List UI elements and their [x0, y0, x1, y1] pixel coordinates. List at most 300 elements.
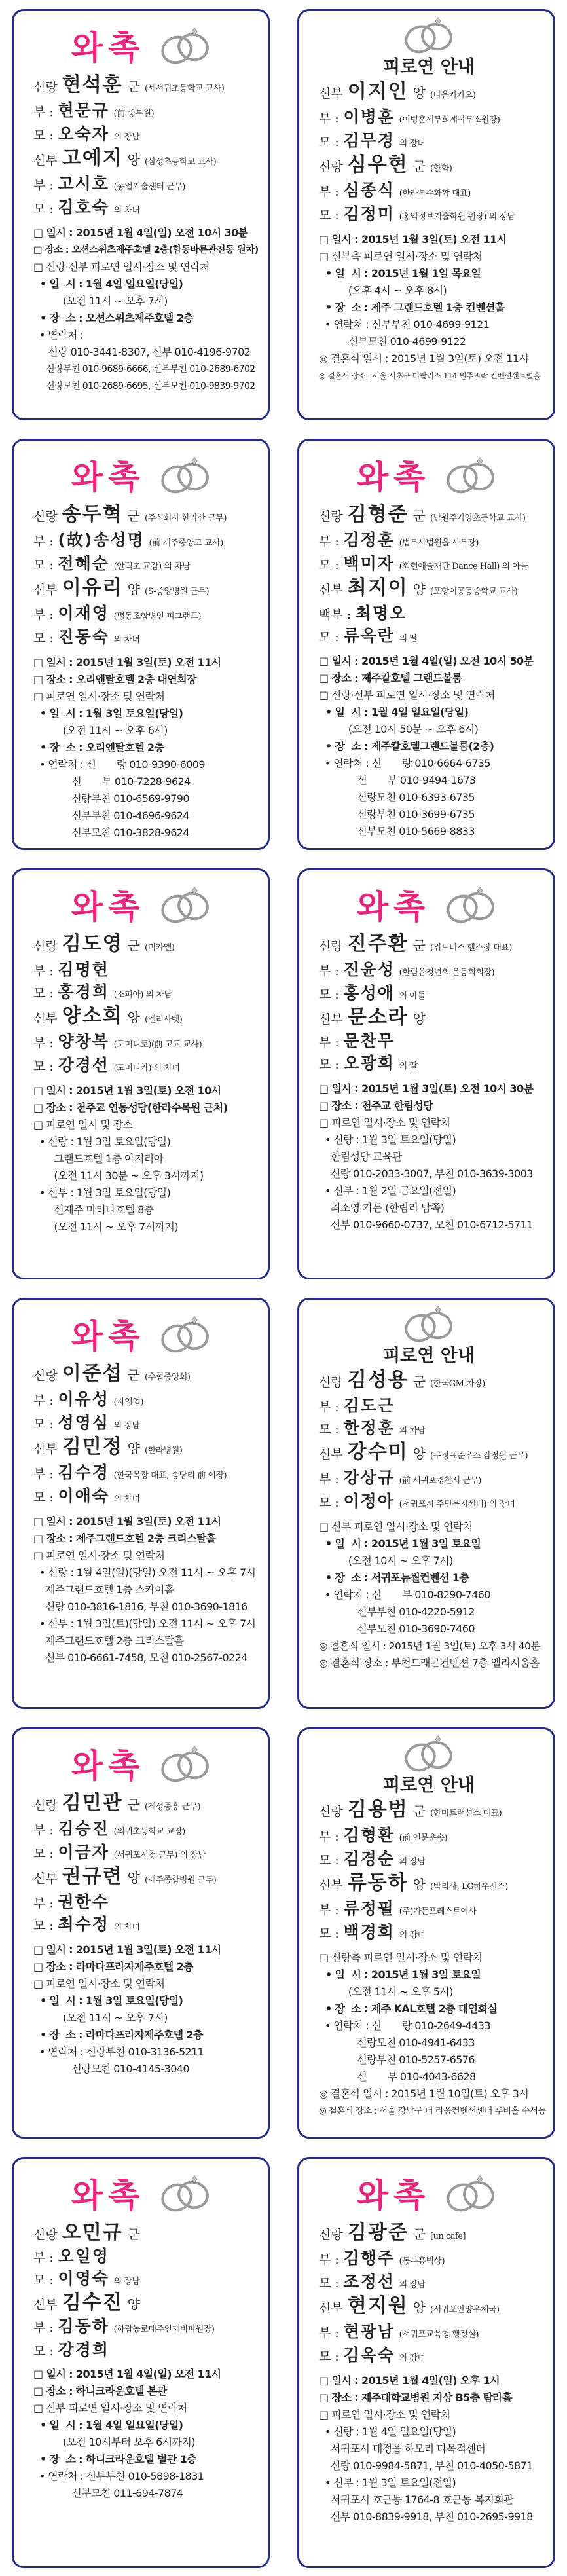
name-suffix: 군 [412, 938, 426, 953]
name-suffix: 양 [127, 1870, 140, 1886]
person-note: 의 장남 [113, 132, 140, 142]
role-label: 신랑 [319, 1805, 343, 1819]
parent-line [319, 1418, 539, 1441]
person-name: 현석훈 [62, 73, 123, 96]
detail-line: 신부모친 010-5669-8833 [319, 825, 475, 837]
person-name: 김정미 [343, 204, 395, 223]
person-name: 이유리 [62, 576, 123, 599]
event-details [319, 653, 539, 840]
detail-line: □ 일시 : 2015년 1월 4일(일) 오전 10시 30분 [33, 227, 248, 239]
role-label: 부 : [319, 2326, 339, 2340]
name-suffix: 양 [412, 85, 426, 101]
person-name: 고예지 [62, 147, 123, 170]
role-label: 부 : [319, 964, 339, 978]
person-name: 이애숙 [58, 1486, 109, 1505]
event-details [33, 225, 259, 395]
parent-line [319, 2321, 539, 2345]
detail-line: □ 일시 : 2015년 1월 3일(토) 오전 11시 [33, 1515, 221, 1528]
wedding-rings-icon [155, 457, 215, 498]
announcement-card [12, 9, 270, 420]
bride-line [319, 154, 539, 180]
person-name: 이정아 [343, 1492, 395, 1511]
person-note: (위드너스 헬스장 대표) [430, 943, 512, 953]
role-label: 신랑 [319, 939, 343, 953]
parent-line [319, 553, 539, 577]
role-label: 신랑 [33, 509, 58, 524]
detail-line: ◎ 결혼식 장소 : 서울 서초구 더팔리스 114 원주뜨락 컨벤션센트럴홀 [319, 371, 541, 380]
role-label: 신랑 [33, 939, 58, 953]
card-header [33, 2169, 253, 2222]
wedding-rings-icon [399, 17, 459, 58]
detail-line: • 연락처 : 신 랑 010-6664-6735 [319, 757, 490, 769]
role-label: 모 : [319, 1853, 339, 1868]
person-note: (다음카카오) [430, 90, 476, 100]
detail-line: □ 피로연 일시·장소 및 연락처 [319, 2408, 450, 2421]
bride-line [33, 2292, 253, 2316]
announcement-card [12, 868, 270, 1279]
bride-line [319, 1872, 539, 1898]
wedding-rings-icon [155, 2175, 215, 2216]
bride-line [319, 577, 539, 603]
announcement-card [12, 1298, 270, 1709]
detail-line: □ 장소 : 하니크라운호텔 본관 [33, 2385, 167, 2397]
person-name: 진동숙 [58, 627, 109, 646]
person-note: 의 차남 [399, 1426, 426, 1436]
reception-notice-title: 피로연 안내 [383, 57, 475, 77]
role-label: 모 : [33, 2344, 54, 2359]
person-name: 김행주 [343, 2249, 395, 2268]
person-name: 오일영 [58, 2247, 109, 2266]
header-title: 와촉 [71, 888, 145, 926]
role-label: 신랑 [33, 1798, 58, 1812]
parent-line [33, 553, 253, 577]
card-header [319, 2169, 539, 2222]
detail-line: • 신랑 : 1월 3일 토요일(당일) [319, 1133, 456, 1146]
detail-line: • 장 소 : 하니크라운호텔 별관 1층 [33, 2453, 196, 2465]
person-note: 의 딸 [399, 634, 418, 644]
person-name: 김명현 [58, 960, 109, 979]
detail-line: □ 장소 : 제주대학교병원 지상 B5층 탐라홀 [319, 2391, 513, 2404]
detail-line: • 신랑 : 1월 4일 일요일(당일) [319, 2425, 456, 2438]
detail-line: □ 일시 : 2015년 1월 3일(토) 오전 11시 [319, 233, 507, 246]
person-name: 강경선 [58, 1056, 109, 1075]
name-suffix: 군 [127, 938, 140, 953]
person-note: (도미니코)(前 고교 교사) [113, 1040, 202, 1050]
person-note: (홍익정보기술학원 원장) 의 장남 [399, 212, 515, 222]
parent-line [33, 2340, 253, 2362]
parent-line [33, 100, 253, 124]
person-name: 성영심 [58, 1413, 109, 1432]
detail-line: (오전 11시 ~ 오후 7시) [33, 295, 168, 307]
role-label: 신부 [319, 1878, 343, 1892]
role-label: 신부 [33, 1442, 58, 1456]
person-note: 의 차녀 [113, 635, 140, 645]
detail-line: 신부부친 010-4696-9624 [33, 809, 189, 822]
role-label: 모 : [319, 2349, 339, 2364]
detail-line: 신랑모친 010-2689-6695, 신부모친 010-9839-9702 [33, 381, 255, 392]
name-suffix: 군 [127, 2226, 140, 2242]
person-name: 문소라 [347, 1006, 409, 1029]
header-title: 와촉 [356, 2177, 431, 2215]
detail-line: □ 장소 : 오리엔탈호텔 2층 대연회장 [33, 673, 196, 686]
groom-line [33, 504, 253, 530]
detail-line: • 장 소 : 제주칼호텔그랜드볼룸(2층) [319, 740, 494, 752]
parent-line [319, 625, 539, 649]
role-label: 모 : [33, 1417, 54, 1431]
detail-line: □ 피로연 일시·장소 및 연락처 [33, 1978, 165, 1990]
role-label: 신부 [319, 86, 343, 101]
detail-line: (오전 11시 30분 ~ 오후 3시까지) [33, 1169, 204, 1182]
event-details [319, 2372, 539, 2526]
parent-line [319, 983, 539, 1006]
role-label: 신랑 [33, 80, 58, 94]
detail-line: □ 장소 : 제주그랜드호텔 2층 크리스탈홀 [33, 1532, 216, 1545]
detail-line: (오전 10시 ~ 오후 7시) [319, 1555, 453, 1567]
header-title: 와촉 [71, 1747, 145, 1785]
person-name: 김성용 [347, 1369, 409, 1391]
person-note: (엘리사벳) [145, 1015, 183, 1025]
groom-line [33, 933, 253, 959]
event-details [319, 1949, 546, 2120]
person-name: 이준섭 [62, 1362, 123, 1385]
parent-line [319, 1825, 539, 1849]
person-name: 한정훈 [343, 1418, 395, 1437]
person-note: (주식회사 한라산 근무) [145, 513, 227, 523]
role-label: 모 : [319, 1926, 339, 1941]
person-note: (한미트랜션스 대표) [430, 1809, 502, 1818]
bride-line [319, 1006, 539, 1031]
person-name: 이금자 [58, 1843, 109, 1862]
person-note: (제주종합병원 근무) [145, 1875, 217, 1885]
detail-line: ◎ 결혼식 장소 : 부천드래곤컨벤션 7층 엘리시움홀 [319, 1657, 540, 1669]
detail-line: ◎ 결혼식 일시 : 2015년 1월 3일(토) 오전 11시 [319, 352, 529, 365]
parent-line [33, 1842, 253, 1866]
detail-line: ◎ 결혼식 장소 : 서울 강남구 더 라움컨벤션센터 루비홀 수서동 [319, 2106, 546, 2116]
person-note: (미카엘) [145, 943, 175, 953]
detail-line: □ 피로연 일시·장소 및 연락처 [319, 1116, 450, 1129]
person-name: 김도영 [62, 932, 123, 955]
parent-line [319, 107, 539, 130]
person-name: 류옥란 [343, 626, 395, 645]
bride-line [33, 147, 253, 174]
card-header [33, 22, 253, 74]
detail-line: 신부모친 010-3690-7460 [319, 1623, 475, 1635]
announcement-card [297, 1298, 555, 1709]
role-label: 부 : [319, 1035, 339, 1050]
person-note: (한림읍청년회 운동회회장) [399, 968, 495, 978]
detail-line: 신랑 010-2033-3007, 부친 010-3639-3003 [319, 1168, 533, 1180]
person-note: (동부흥빅상) [399, 2256, 445, 2266]
detail-line: • 연락처 : [33, 329, 84, 341]
detail-line: (오전 11시 ~ 오후 6시) [33, 724, 168, 737]
detail-line: ◎ 결혼식 일시 : 2015년 1월 3일(토) 오후 3시 40분 [319, 1640, 540, 1652]
role-label: 부 : [319, 534, 339, 549]
person-note: (前 제주중앙고 교사) [149, 538, 223, 548]
announcement-card [297, 2157, 555, 2568]
detail-line: 신부모친 011-694-7874 [33, 2487, 183, 2499]
person-name: 이재영 [58, 604, 109, 623]
header-title: 와촉 [71, 2177, 145, 2215]
parent-line [33, 982, 253, 1005]
person-note: (서귀포시청 근무) 의 장남 [113, 1850, 206, 1860]
parent-line [33, 1031, 253, 1055]
detail-line: 신랑모친 010-6393-6735 [319, 791, 475, 803]
role-label: 신랑 [319, 160, 343, 174]
parent-line [33, 197, 253, 221]
header-title: 와촉 [356, 888, 431, 926]
detail-line: • 일 시 : 1월 3일 토요일(당일) [33, 707, 183, 720]
role-label: 신부 [33, 2298, 58, 2312]
parent-line [319, 180, 539, 204]
person-note: (삼성초등학교 교사) [145, 157, 217, 167]
detail-line: □ 일시 : 2015년 1월 3일(토) 오전 11시 [33, 656, 221, 669]
role-label: 모 : [319, 1422, 339, 1437]
detail-line: • 신부 : 1월 3일 토요일(전일) [319, 2476, 456, 2489]
groom-line [319, 933, 539, 959]
card-header [319, 451, 539, 504]
event-details [33, 654, 253, 841]
role-label: 모 : [319, 1496, 339, 1510]
person-note: (농업기술센터 근무) [113, 182, 185, 192]
detail-line: • 신부 : 1월 2일 금요일(전일) [319, 1185, 456, 1197]
person-name: 백미자 [343, 554, 395, 573]
role-label: 부 : [319, 185, 339, 199]
groom-line [33, 1363, 253, 1389]
detail-line: 신랑부친 010-9689-6666, 신부부친 010-2689-6702 [33, 364, 255, 375]
detail-line: □ 신랑측 피로연 일시·장소 및 연락처 [319, 1951, 483, 1964]
name-suffix: 군 [127, 508, 140, 524]
role-label: 모 : [33, 1847, 54, 1861]
detail-line: • 신랑 : 1월 4일(일)(당일) 오전 11시 ~ 오후 7시 [33, 1566, 256, 1579]
person-note: (한국목장 대표, 송당리 前 이장) [113, 1471, 227, 1481]
wedding-rings-icon [399, 1306, 459, 1346]
detail-line: 신 부 010-4043-6628 [319, 2070, 476, 2083]
detail-line: 신랑부친 010-6569-9790 [33, 792, 189, 805]
announcement-card [12, 1727, 270, 2139]
person-name: 김무경 [343, 131, 395, 150]
detail-line: • 장 소 : 오리엔탈호텔 2층 [33, 741, 164, 754]
detail-line: 최소영 가든 (한림리 남쪽) [319, 1202, 445, 1214]
role-label: 부 : [33, 105, 54, 119]
person-note: 의 아들 [399, 991, 426, 1001]
card-header [319, 22, 539, 53]
person-note: 의 장남 [399, 1857, 426, 1867]
detail-line: • 연락처 : 신부부친 010-4699-9121 [319, 318, 490, 331]
role-label: 신부 [319, 1447, 343, 1462]
person-note: (자영업) [113, 1397, 143, 1407]
groom-line [33, 74, 253, 100]
role-label: 부 : [319, 111, 339, 126]
role-label: 신부 [33, 153, 58, 168]
role-label: 부 : [33, 1823, 54, 1837]
event-details [33, 1513, 256, 1666]
person-name: 오광희 [343, 1054, 395, 1073]
person-name: 권한수 [58, 1892, 109, 1911]
event-details [319, 1080, 539, 1234]
detail-line: □ 피로연 일시 및 장소 [33, 1118, 133, 1131]
person-name: 김형준 [347, 503, 409, 526]
person-name: 양소희 [62, 1004, 123, 1027]
parent-line [33, 124, 253, 147]
person-name: 전혜순 [58, 554, 109, 573]
bride-line [319, 2295, 539, 2321]
person-name: 김수경 [58, 1463, 109, 1482]
role-label: 부 : [33, 1036, 54, 1050]
person-name: 이지인 [347, 80, 409, 103]
announcement-card [12, 2157, 270, 2568]
person-name: 김용범 [347, 1798, 409, 1821]
person-note: (前 서귀포경찰서 근무) [399, 1476, 481, 1486]
parent-line [319, 2272, 539, 2295]
detail-line: □ 신랑·신부 피로연 일시·장소 및 연락처 [33, 261, 210, 273]
person-name: 김광준 [347, 2221, 409, 2244]
person-name: 이유성 [58, 1389, 109, 1408]
detail-line: ◎ 결혼식 일시 : 2015년 1월 10일(토) 오후 3시 [319, 2088, 529, 2100]
detail-line: • 일 시 : 2015년 1월 1일 목요일 [319, 267, 481, 280]
announcement-card [297, 439, 555, 850]
parent-line [33, 627, 253, 650]
parent-line [33, 2246, 253, 2268]
person-name: 류동하 [347, 1871, 409, 1894]
header-title: 와촉 [71, 1317, 145, 1355]
header-title: 와촉 [71, 458, 145, 496]
name-suffix: 군 [412, 158, 426, 174]
parent-line [33, 1462, 253, 1486]
role-label: 모 : [33, 558, 54, 572]
role-label: 모 : [319, 135, 339, 149]
person-note: (회현예술재단 Dance Hall) 의 아들 [399, 562, 528, 572]
parent-line [319, 1922, 539, 1945]
person-name: 김동하 [58, 2317, 109, 2336]
role-label: 부 : [33, 2251, 54, 2265]
detail-line: 서귀포시 호근동 1764-8 호근동 복지회관 [319, 2493, 513, 2506]
name-suffix: 양 [127, 1441, 140, 1456]
person-name: 백경희 [343, 1923, 395, 1941]
role-label: 신부 [33, 583, 58, 597]
role-label: 신부 [319, 1012, 343, 1027]
groom-line [33, 2222, 253, 2246]
event-details [33, 1082, 253, 1236]
detail-line: • 일 시 : 2015년 1월 3일 토요일 [319, 1537, 481, 1550]
detail-line: □ 피로연 일시·장소 및 연락처 [33, 1549, 165, 1562]
person-note: (소피아) 의 차남 [113, 990, 172, 1000]
person-name: 홍성애 [343, 984, 395, 1003]
detail-line: • 연락처 : 신 부 010-8290-7460 [319, 1589, 490, 1601]
detail-line: 한림성당 교육관 [319, 1150, 402, 1163]
name-suffix: 군 [412, 2226, 426, 2242]
card-header [319, 1740, 539, 1771]
parent-line [33, 530, 253, 553]
detail-line: • 장 소 : 제주 그랜드호텔 1층 컨벤션홀 [319, 301, 505, 314]
event-details [319, 1518, 539, 1672]
detail-line: □ 장소 : 제주칼호텔 그랜드볼룸 [319, 672, 462, 684]
name-suffix: 양 [412, 1011, 426, 1027]
person-note: (하랍농로태주인재비파원장) [113, 2325, 215, 2334]
groom-line [319, 2222, 539, 2248]
person-note: (서귀포교육청 행정실) [399, 2330, 479, 2340]
person-name: 조정선 [343, 2272, 395, 2291]
role-label: 모 : [319, 2276, 339, 2291]
detail-line: • 신부 : 1월 3일(토)(당일) 오전 11시 ~ 오후 7시 [33, 1617, 256, 1630]
role-label: 신부 [33, 1011, 58, 1025]
person-name: (故)송성명 [58, 530, 145, 549]
name-suffix: 군 [127, 1797, 140, 1812]
name-suffix: 양 [412, 1446, 426, 1462]
reception-notice-title: 피로연 안내 [383, 1346, 475, 1366]
detail-line: (오전 10시 50분 ~ 오후 6시) [319, 723, 479, 735]
wedding-rings-icon [441, 457, 501, 498]
card-header [33, 451, 253, 504]
parent-line [319, 204, 539, 227]
card-header [319, 1310, 539, 1342]
detail-line: (오전 11시 ~ 오후 7시까지) [33, 1221, 179, 1233]
name-suffix: 양 [127, 152, 140, 168]
bride-line [33, 577, 253, 603]
groom-line [33, 1792, 253, 1818]
person-note: (수협중앙회) [145, 1372, 191, 1382]
parent-line [319, 1491, 539, 1515]
wedding-rings-icon [399, 1735, 459, 1776]
person-note: (이병훈세무회계사무소원장) [399, 115, 500, 125]
role-label: 신부 [319, 583, 343, 597]
person-name: 현광남 [343, 2322, 395, 2341]
person-note: (前 연문운송) [399, 1833, 448, 1843]
detail-line: 신랑 010-3816-1816, 부친 010-3690-1816 [33, 1600, 247, 1613]
parent-line [319, 959, 539, 983]
event-details [33, 1941, 253, 2078]
person-note: (제성중흥 근무) [145, 1802, 201, 1812]
detail-line: (오전 10시부터 오후 6시까지) [33, 2436, 195, 2448]
role-label: 부 : [319, 1903, 339, 1917]
detail-line: □ 신부측 피로연 일시·장소 및 연락처 [319, 250, 483, 263]
person-note: 의 차녀 [113, 1923, 140, 1932]
name-suffix: 양 [127, 1010, 140, 1025]
announcement-card [297, 868, 555, 1279]
detail-line: 신부 010-9660-0737, 모친 010-6712-5711 [319, 1219, 533, 1231]
detail-line: 신랑부친 010-5257-6576 [319, 2053, 475, 2066]
role-label: 부 : [319, 1400, 339, 1414]
role-label: 모 : [33, 1919, 54, 1933]
parent-line [33, 1412, 253, 1436]
person-note: (의귀초등학교 교장) [113, 1827, 185, 1837]
person-name: 김호숙 [58, 198, 109, 217]
role-label: 부 : [33, 1896, 54, 1911]
role-label: 모 : [33, 128, 54, 143]
person-name: 송두혁 [62, 503, 123, 526]
role-label: 부 : [33, 534, 54, 549]
detail-line: (오전 11시 ~ 오후 5시) [319, 1985, 453, 1998]
detail-line: 신제주 마리나호텔 8층 [33, 1204, 154, 1216]
name-suffix: 군 [412, 1374, 426, 1389]
detail-line: • 일 시 : 1월 4일 일요일(당일) [33, 278, 183, 290]
card-header [319, 881, 539, 933]
person-name: 김정훈 [343, 530, 395, 549]
header-title: 와촉 [71, 29, 145, 67]
detail-line: • 신부 : 1월 3일 토요일(당일) [33, 1187, 171, 1199]
parent-line [319, 1395, 539, 1418]
parent-line [33, 603, 253, 627]
role-label: 모 : [33, 2273, 54, 2287]
detail-line: □ 장소 : 천주교 한림성당 [319, 1099, 433, 1112]
person-note: 의 장남 [113, 1421, 140, 1431]
person-note: 의 장남 [399, 2280, 426, 2290]
detail-line: □ 일시 : 2015년 1월 4일(일) 오후 1시 [319, 2374, 500, 2387]
person-name: 김경순 [343, 1849, 395, 1868]
detail-line: 신부모친 010-4699-9122 [319, 335, 466, 348]
detail-line: (오전 11시 ~ 오후 7시) [33, 2012, 168, 2024]
detail-line: • 연락처 : 신 랑 010-9390-6009 [33, 758, 205, 771]
person-note: (한라특수화학 대표) [399, 189, 471, 198]
